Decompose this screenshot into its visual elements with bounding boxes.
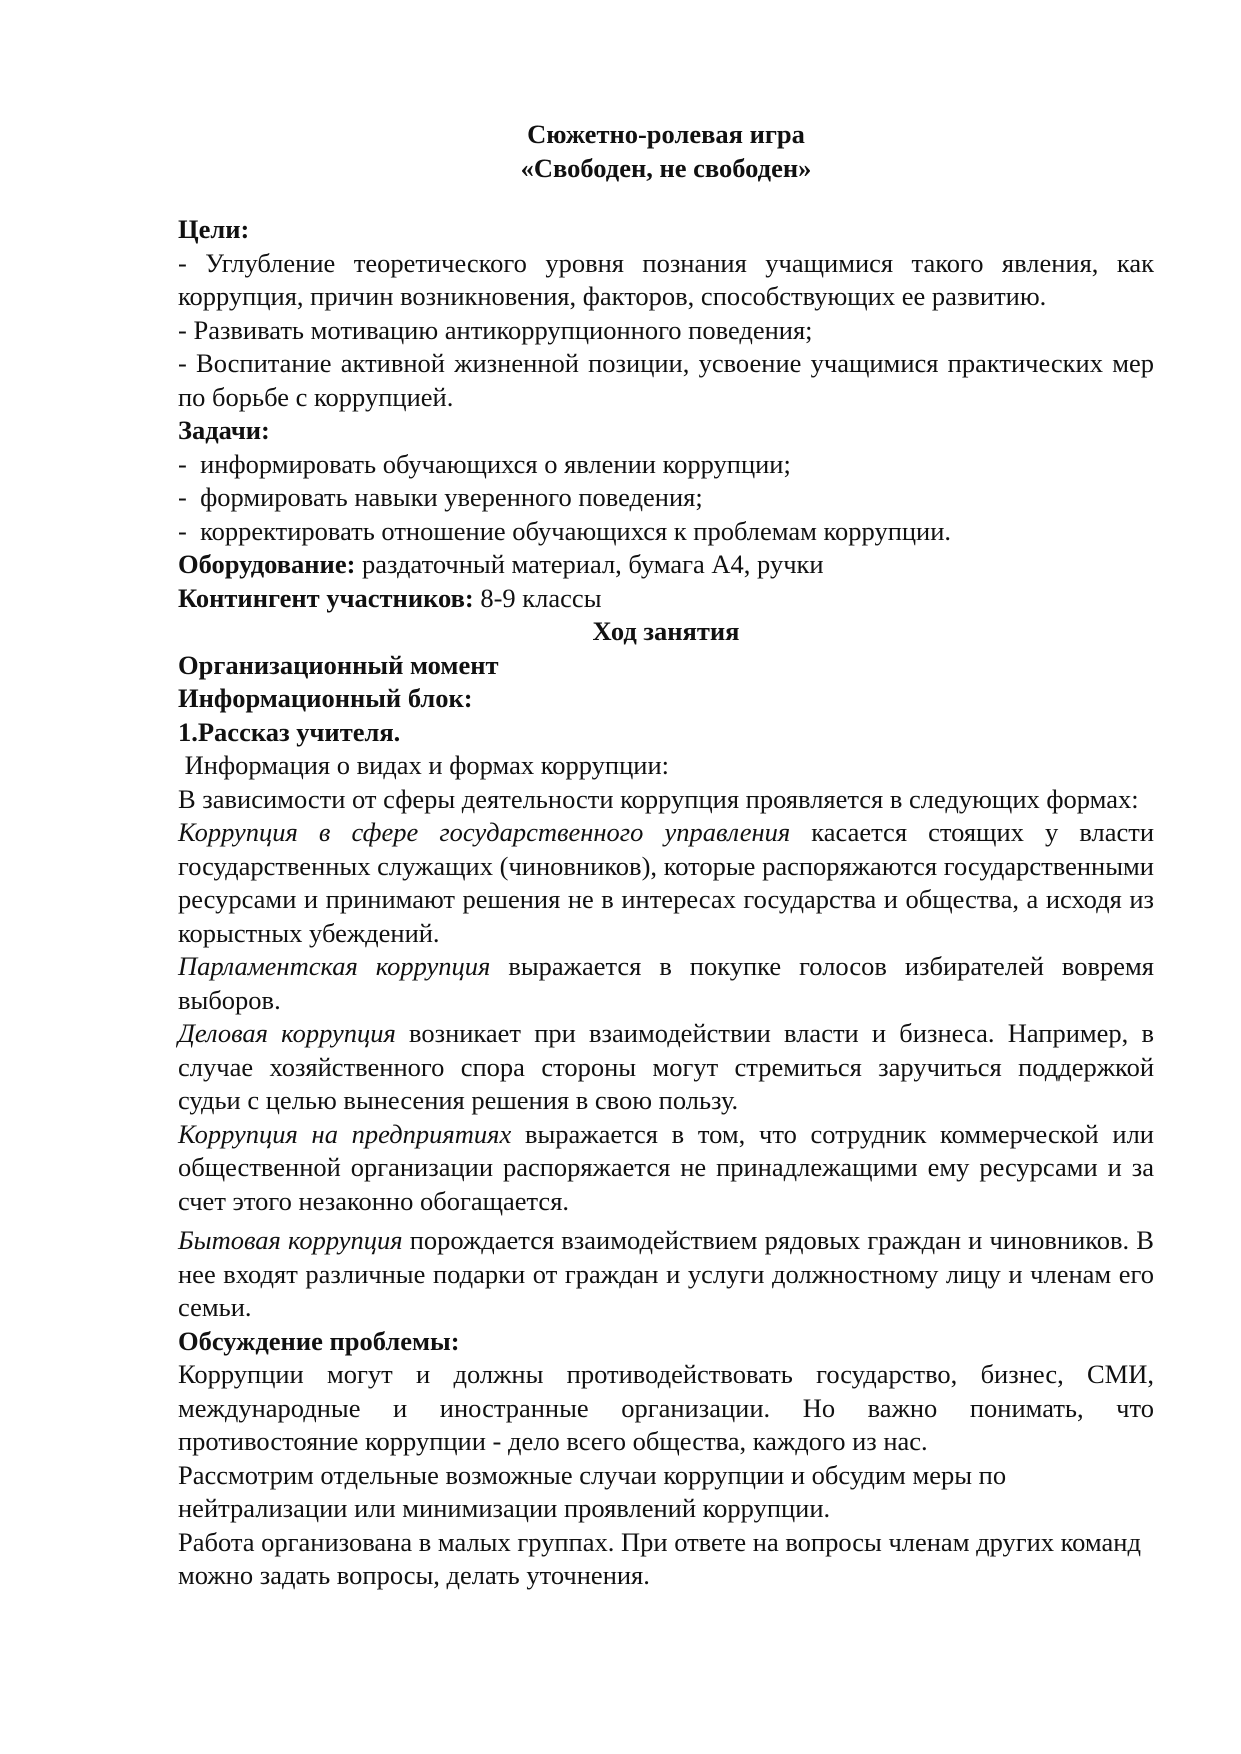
form-text: возникает при взаимодействии власти и бизнеса. Например, в случае хозяйственного спора стороны могут стремиться заручиться поддержкой судьи с целью вынесения решения в свою пользу.: [178, 1018, 1154, 1115]
equipment-label: Оборудование:: [178, 549, 356, 579]
goal-item-3: - Воспитание активной жизненной позиции, усвоение учащимися практических мер по борьбе с коррупцией.: [178, 348, 1154, 412]
discussion-paragraph-2: Рассмотрим отдельные возможные случаи коррупции и обсудим меры по нейтрализации или минимизации проявлений коррупции.: [178, 1459, 1007, 1523]
form-term: Парламентская коррупция: [178, 951, 491, 981]
form-text: порождается взаимодействием рядовых граждан и чиновников. В нее входят различные подарки от граждан и услуги должностному лицу и членам его семьи.: [178, 1225, 1154, 1322]
form-text: выражается в том, что сотрудник коммерческой или общественной организации распоряжается не принадлежащими ему ресурсами и за счет этого незаконно обогащается.: [178, 1118, 1154, 1216]
form-paragraph-household: [178, 1224, 1154, 1325]
course-heading: Ход занятия: [592, 616, 740, 646]
form-term: Бытовая коррупция: [178, 1225, 403, 1255]
form-term: Коррупция в сфере государственного управления: [178, 817, 791, 847]
discussion-paragraph-3: Работа организована в малых группах. При ответе на вопросы членам других команд можно задать вопросы, делать уточнения.: [178, 1526, 1141, 1590]
info-block-heading: Информационный блок:: [178, 683, 473, 713]
discussion-heading: Обсуждение проблемы:: [178, 1325, 460, 1356]
equipment-value: раздаточный материал, бумага А4, ручки: [355, 549, 824, 579]
task-item-1: - информировать обучающихся о явлении коррупции;: [178, 448, 791, 479]
org-moment-heading: Организационный момент: [178, 649, 499, 680]
document-page: [178, 118, 1154, 1593]
form-paragraph-business: [178, 1017, 1154, 1118]
participants-line: [178, 582, 1154, 616]
form-text: касается стоящих у власти государственных служащих (чиновников), которые распоряжаются государственными ресурсами и принимают решения не в интересах государства и общества, а исходя из корыстных убеждений.: [178, 817, 1155, 948]
form-term: Коррупция на предприятиях: [178, 1118, 512, 1149]
task-item-2: - формировать навыки уверенного поведения;: [178, 482, 703, 512]
participants-label: Контингент участников:: [178, 582, 474, 613]
goal-item-2: - Развивать мотивацию антикоррупционного поведения;: [178, 314, 813, 345]
teacher-story-heading: 1.Рассказ учителя.: [178, 716, 401, 747]
form-text: выражается в покупке голосов избирателей вовремя выборов.: [178, 951, 1155, 1015]
discussion-paragraph-1: Коррупции могут и должны противодействовать государство, бизнес, СМИ, международные и иностранные организации. Но важно понимать, что противостояние коррупции - дело всего общества, каждого из нас.: [178, 1359, 1154, 1456]
goals-heading: Цели:: [178, 214, 250, 244]
form-term: Деловая коррупция: [178, 1018, 396, 1048]
tasks-heading: Задачи:: [178, 415, 270, 445]
form-paragraph-state: [178, 816, 1154, 950]
form-paragraph-parliament: [178, 950, 1154, 1017]
participants-value: 8-9 классы: [473, 582, 602, 613]
title-line-2: «Свободен, не свободен»: [520, 152, 812, 183]
goal-item-1: - Углубление теоретического уровня познания учащимися такого явления, как коррупция, причин возникновения, факторов, способствующих ее развитию.: [178, 247, 1154, 311]
task-item-3: - корректировать отношение обучающихся к проблемам коррупции.: [178, 515, 952, 546]
spheres-intro: В зависимости от сферы деятельности коррупция проявляется в следующих формах:: [178, 783, 1139, 814]
equipment-line: [178, 548, 1154, 582]
form-paragraph-enterprise: [178, 1118, 1154, 1219]
title-line-1: Сюжетно-ролевая игра: [527, 119, 805, 149]
info-intro: Информация о видах и формах коррупции:: [178, 750, 670, 780]
